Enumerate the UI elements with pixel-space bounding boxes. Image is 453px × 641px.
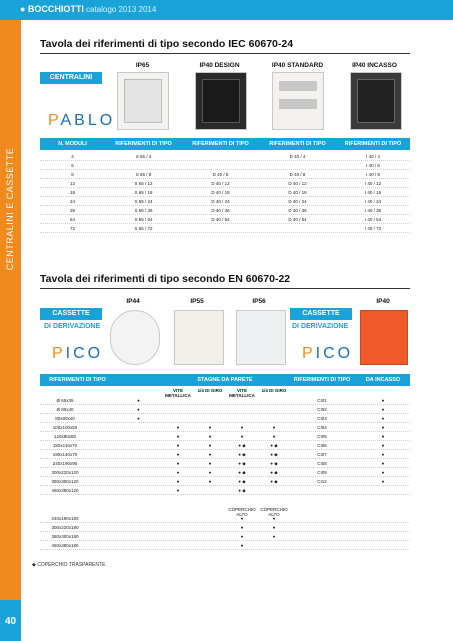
table-row [40,170,410,179]
table-row [40,486,410,495]
table-cell: CI04 [317,425,327,430]
table-cell: ● ◆ [238,443,246,448]
table-row [40,541,410,550]
table-row [40,152,410,161]
table-cell: ● [381,443,385,448]
table-row [40,197,410,206]
table-cell: 380x300x180 [51,534,79,539]
table-row [40,396,410,405]
table-row [40,206,410,215]
table-cell: I 40 / 18 [364,190,382,195]
table-cell: 240x190x90 [52,461,78,466]
table-cell: CI05 [317,434,327,439]
table-cell: ● [208,461,212,466]
table-cell: D 40 / 12 [288,181,307,186]
table-cell: 12 [69,181,75,186]
table-row [40,532,410,541]
table-cell: ● [381,434,385,439]
col-ip65: IP65 [135,62,150,69]
table-cell: ● [240,425,244,430]
table-cell: ● [272,425,276,430]
table-cell: 54 [69,217,75,222]
table-cell: ● [208,443,212,448]
table2-title: Tavola dei riferimenti di tipo secondo EN 60670-22 [40,273,291,285]
header-bar [0,0,453,20]
table-row [40,432,410,441]
table-cell: ● [272,525,276,530]
table-cell: I 40 / 12 [364,181,382,186]
ip40-incasso-box-photo [360,310,408,365]
table-row [40,423,410,432]
table-cell: ● ◆ [238,461,246,466]
table-cell: I 40 / 54 [364,217,382,222]
table-cell: ● [272,534,276,539]
catalog-label: catalogo 2013 2014 [86,5,157,14]
table-cell: 240x190x160 [51,516,79,521]
table1-rule [40,53,410,54]
table-cell: 18 [69,190,75,195]
table-cell: ● [137,407,140,412]
table-row [40,468,410,477]
table-row [40,477,410,486]
table-cell: S 65 / 72 [134,226,153,231]
table-cell: 150x110x70 [52,443,78,448]
table-cell: ● [240,434,244,439]
table-cell: CI03 [317,416,327,421]
table-cell: ● [240,516,244,521]
table-cell: ● [208,425,212,430]
section-label: CENTRALINI E CASSETTE [5,147,15,271]
table-cell: ● ◆ [238,479,246,484]
col-ip40-standard: IP40 STANDARD [271,62,324,69]
table-cell: ● [176,479,180,484]
table-cell: 72 [69,226,75,231]
table-cell: ● [208,470,212,475]
table-cell: ● [381,407,385,412]
col-ip55: IP55 [190,298,204,305]
table-cell: D 40 / 36 [288,208,307,213]
table-cell: 4 [71,154,74,159]
table-cell: ● [381,425,385,430]
table-cell: I 40 / 36 [364,208,382,213]
table-cell: ● [272,434,276,439]
table-row [40,523,410,532]
table-cell: I 40 / 6 [366,163,380,168]
table-row [40,450,410,459]
table-cell: ● ◆ [270,479,278,484]
table-cell: ● ◆ [238,452,246,457]
table-cell: D 40 / 8 [212,172,229,177]
table-cell: D 40 / 4 [289,154,306,159]
table-cell: S 65 / 54 [134,217,153,222]
table-cell: ● [176,443,180,448]
table-cell: CI08 [317,461,327,466]
table-cell: D 40 / 24 [211,199,230,204]
table-row [40,179,410,188]
pico-logo-right: PICO [302,345,354,362]
footnote: ◆ COPERCHIO TRASPARENTE [32,562,106,568]
table-cell: D 40 / 24 [288,199,307,204]
table2-header-bar: RIFERIMENTI DI TIPO STAGNE DA PARETE RIFERIMENTI DI TIPO DA INCASSO [40,374,410,386]
table-cell: ● [208,452,212,457]
cassette-tag-left: CASSETTE [40,308,102,320]
derivazione-right: DI DERIVAZIONE [292,323,349,330]
col-ip40-design: IP40 DESIGN [199,62,240,69]
ip40-incasso-photo [350,72,402,130]
table-cell: S 65 / 4 [135,154,152,159]
table-cell: CI01 [317,398,327,403]
catalog-page: ● BOCCHIOTTI catalogo 2013 2014 CENTRALINI E CASSETTE 40 Tavola dei riferimenti di tipo secondo IEC 60670-24 IP65 IP40 DESIGN IP40 STANDARD IP40 INCASSO CENTRALINI PABLO N. MODULI RIFERIMENTI DI TIPO RIFERIMENTI DI TIPO RIFERIMENTI DI TIPO RIFERIMENTI DI TIPO 4 S 65 / 4 D 40 / 4 I 40 / 4 6 I 40 / 6 8 S 65 / 8 D 40 / 8 D 40 / 8 I 40 / 8 12 S 65 / 12 D 40 / 12 D 40 / 12 I 40 / 12 18 S 65 / 18 D 40 / 18 D 40 / 18 I 40 / 18 24 S 65 / 24 D 40 / 24 D 40 / 24 I 40 / 24 36 S 65 / 36 D 40 / 36 D 40 / 36 I 40 / 36 54 S 65 / 54 D 40 / 54 D 40 / 54 I 40 / 54 72 S 65 / 72 I 40 / 72 Tavola dei riferimenti di tipo secondo EN 60670-22 IP44 IP55 IP56 IP40 CASSETTE DI DERIVAZIONE PICO CASSETTE DI DERIVAZIONE PICO RIFERIMENTI DI TIPO STAGNE DA PARETE RIFERIMENTI DI TIPO DA INCASSO VITE METALLICA 1/4 DI GIRO VITE METALLICA 1/4 DI GIRO Ø 65x35 ● CI01 ● Ø 80x40 ● CI02 ● 80x80x40 ● CI03 ● 100x100x50 ● ● ● ● CI04 ● 120x80x50 ● ● ● ● CI05 ● 150x110x70 ● ● ● ◆ ● ◆ CI06 ● 190x140x70 ● ● ● ◆ ● ◆ CI07 ● 240x190x90 ● ● ● ◆ ● ◆ CI08 ● 300x220x120 ● ● ● ◆ ● ◆ CI09 ● 380x300x120 ● ● ● ◆ ● ◆ CI12 ● 460x380x120 ● ● ◆ COPERCHIO ALTO COPERCHIO ALTO 240x190x160 ● ● 300x220x180 ● ● 380x300x180 ● ● 460x380x180 ● ◆ COPERCHIO TRASPARENTE [0,0,453,641]
pico-logo-left: PICO [52,345,104,362]
table-cell: D 40 / 54 [288,217,307,222]
table-cell: ● [208,479,212,484]
table2-rule [40,288,410,289]
table-cell: ● ◆ [270,443,278,448]
ip40-standard-photo [272,72,324,130]
ip65-photo [117,72,169,130]
table-cell: S 65 / 8 [135,172,152,177]
table-cell: 6 [71,163,74,168]
page-number: 40 [0,600,21,641]
table-cell: ● [381,398,385,403]
table-cell: S 65 / 12 [134,181,153,186]
table-cell: ● [137,398,140,403]
table-cell: ● [137,416,140,421]
table-cell: D 40 / 18 [288,190,307,195]
table-cell: CI12 [317,479,327,484]
table-cell: ● [381,479,385,484]
col-ip40: IP40 [376,298,390,305]
brand-logo: ● BOCCHIOTTI [20,4,84,14]
table-cell: ● ◆ [270,452,278,457]
cassette-tag-right: CASSETTE [290,308,352,320]
table-row [40,224,410,233]
table-cell: CI07 [317,452,327,457]
table-cell: ● [240,525,244,530]
table-cell: 100x100x50 [52,425,78,430]
table-cell: I 40 / 8 [366,172,380,177]
table-cell: ● ◆ [238,470,246,475]
table-cell: CI02 [317,407,327,412]
col-ip56: IP56 [252,298,266,305]
table-cell: ● [176,488,180,493]
table-cell: I 40 / 72 [364,226,382,231]
table-cell: 36 [69,208,75,213]
table-cell: D 40 / 18 [211,190,230,195]
table-cell: ● [176,425,180,430]
table-cell: CI06 [317,443,327,448]
table-cell: 300x220x180 [51,525,79,530]
table-cell: ● [381,470,385,475]
ip56-photo [236,310,286,365]
derivazione-left: DI DERIVAZIONE [44,323,101,330]
table-cell: S 65 / 18 [134,190,153,195]
table-cell: ● [381,452,385,457]
table-cell: ● [208,434,212,439]
table-row [40,459,410,468]
col-ip44: IP44 [126,298,140,305]
col-ip40-incasso: IP40 INCASSO [352,62,397,69]
table-cell: ● [176,470,180,475]
table-cell: ● [272,516,276,521]
table-row [40,188,410,197]
table-cell: 460x380x180 [51,543,79,548]
table-cell: D 40 / 36 [211,208,230,213]
table-cell: 300x220x120 [51,470,79,475]
table1-header-bar: N. MODULI RIFERIMENTI DI TIPO RIFERIMENTI DI TIPO RIFERIMENTI DI TIPO RIFERIMENTI DI TIPO [40,138,410,150]
table-cell: I 40 / 24 [364,199,382,204]
table-cell: ● [176,461,180,466]
table-cell: Ø 65x35 [56,398,74,403]
table-row [40,514,410,523]
side-strip [0,20,21,600]
table-cell: Ø 80x40 [56,407,74,412]
table-cell: 24 [69,199,75,204]
table-cell: D 40 / 8 [289,172,306,177]
table-cell: S 65 / 24 [134,199,153,204]
table-row [40,215,410,224]
table-cell: ● [381,416,385,421]
table-row [40,161,410,170]
table-cell: D 40 / 12 [211,181,230,186]
table-cell: 190x140x70 [52,452,78,457]
table-cell: 380x300x120 [51,479,79,484]
centralini-tag: CENTRALINI [40,72,102,84]
table-cell: 80x80x40 [55,416,75,421]
table-cell: ● [240,543,244,548]
table-cell: 8 [71,172,74,177]
pablo-logo: PABLO [48,112,116,129]
table-cell: ● [381,461,385,466]
table-row [40,414,410,423]
table-cell: ● ◆ [270,461,278,466]
ip40-design-photo [195,72,247,130]
table-cell: ● [240,534,244,539]
table-cell: 460x380x120 [51,488,79,493]
table-cell: I 40 / 4 [366,154,380,159]
table-cell: S 65 / 36 [134,208,153,213]
table-cell: ● ◆ [238,488,246,493]
table-cell: D 40 / 54 [211,217,230,222]
table-cell: ● [176,452,180,457]
ip44-photo [110,310,160,365]
table-row [40,405,410,414]
ip55-photo [174,310,224,365]
table-cell: ● ◆ [270,470,278,475]
table-row [40,441,410,450]
table1-title: Tavola dei riferimenti di tipo secondo IEC 60670-24 [40,38,294,50]
table-cell: CI09 [317,470,327,475]
table-cell: ● [176,434,180,439]
table-cell: 120x80x50 [53,434,77,439]
